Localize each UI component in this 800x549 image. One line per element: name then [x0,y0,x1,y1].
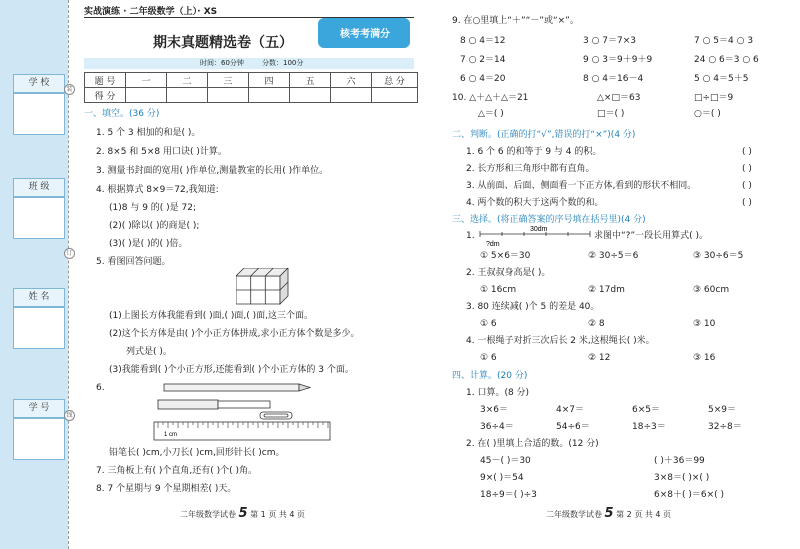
judge-1: 1. 6 个 6 的和等于 9 与 4 的积。 [466,147,602,157]
q9-item: 5 ○ 4＝5＋5 [694,74,749,84]
score-cell: 总 分 [372,73,418,88]
judge-3: 3. 从前面、后面、侧面看一下正方体,看到的形状不相同。 [466,181,697,191]
bind-mark: 线 [64,410,75,421]
judge-4: 4. 两个数的积大于这两个数的和。 [466,198,604,208]
school-field[interactable] [13,93,65,135]
q9-item: 6 ○ 4＝20 [460,74,506,84]
score-input[interactable] [126,88,167,103]
score-cell: 二 [167,73,208,88]
footer-page: 第 2 页 共 4 页 [616,510,672,519]
question-7: 7. 三角板上有( )个直角,还有( )个( )角。 [96,466,257,476]
choice-4: 4. 一根绳子对折三次后长 2 米,这根绳长( )米。 [466,336,655,346]
footer-subject: 二年级数学试卷 [546,510,602,519]
question-4: 4. 根据算式 8×9＝72,我知道: [96,185,219,195]
pencil [164,384,310,391]
question-10-f: ○＝( ) [694,109,721,119]
calc-item: 6×5＝ [632,405,660,415]
series-title: 实战演练 · 二年级数学（上）· XS [84,7,218,17]
calc-item: 32÷8＝ [708,422,742,432]
question-9: 9. 在○里填上“＋”“－”或“×”。 [452,16,579,26]
segment-figure [478,224,593,248]
question-3: 3. 测量书封面的宽用( )作单位,测量教室的长用( )作单位。 [96,166,329,176]
section-judge: 二、判断。(正确的打“√”,错误的打“×”)(4 分) [452,130,636,140]
calc-item: 45－( )＝30 [480,456,531,466]
choice-1: 1. [466,231,475,241]
score-input[interactable] [331,88,372,103]
calc-item: ( )＋36＝99 [654,456,705,466]
calc-item: 54÷6＝ [556,422,590,432]
judge-answer[interactable]: ( ) [742,198,752,208]
bind-mark: 订 [64,248,75,259]
calc-item: 6×8＋( )＝6×( ) [654,490,725,500]
name-label: 姓 名 [13,288,65,307]
choice-option[interactable]: ① 5×6＝30 [480,251,531,261]
q9-item: 7 ○ 5＝4 ○ 3 [694,36,754,46]
info-bar [84,58,414,69]
page-title: 期末真题精选卷（五） [153,35,293,51]
question-6: 6. [96,383,105,393]
choice-option[interactable]: ① 6 [480,353,497,363]
question-10-b: △×□＝63 [597,93,641,103]
score-table [84,72,418,103]
calc-item: 18÷9＝( )÷3 [480,490,537,500]
question-5-formula: 列式是( )。 [126,347,172,357]
badge-text: 核考考满分 [340,29,390,40]
bind-mark: 装 [64,84,75,95]
question-4-3: (3)( )是( )的( )倍。 [109,239,188,249]
score-info: 分数：100分 [262,59,304,67]
score-input[interactable] [208,88,249,103]
choice-2: 2. 王叔叔身高是( )。 [466,268,551,278]
question-8: 8. 7 个星期与 9 个星期相差( )天。 [96,484,237,494]
q9-item: 3 ○ 7＝7×3 [583,36,637,46]
score-cell: 五 [290,73,331,88]
question-5: 5. 看图回答问题。 [96,257,171,267]
score-cell: 得 分 [85,88,126,103]
section-fill-blank: 一、填空。(36 分) [84,109,160,119]
q9-item: 24 ○ 6＝3 ○ 6 [694,55,759,65]
score-cell: 一 [126,73,167,88]
choice-option[interactable]: ③ 10 [693,319,716,329]
footer-page: 第 1 页 共 4 页 [250,510,306,519]
q9-item: 8 ○ 4＝12 [460,36,506,46]
name-field[interactable] [13,307,65,349]
question-10: 10. △＋△＋△＝21 [452,93,529,103]
knife [158,400,270,409]
question-6-answer: 铅笔长( )cm,小刀长( )cm,回形针长( )cm。 [109,448,285,458]
ruler-unit: 1 cm [164,432,178,438]
segment-part-label: ?dm [486,241,500,248]
ruler-figure [150,378,335,444]
section-choice: 三、选择。(将正确答案的序号填在括号里)(4 分) [452,215,646,225]
question-4-1: (1)8 与 9 的( )是 72; [109,203,197,213]
judge-answer[interactable]: ( ) [742,181,752,191]
choice-option[interactable]: ② 8 [588,319,605,329]
binding-line [68,0,69,549]
choice-option[interactable]: ① 16cm [480,285,517,295]
question-5-2: (2)这个长方体是由( )个小正方体拼成,求小正方体个数是多少。 [109,329,360,339]
ruler [154,422,330,440]
class-field[interactable] [13,197,65,239]
choice-3: 3. 80 连续减( )个 5 的差是 40。 [466,302,600,312]
calc-item: 9×( )＝54 [480,473,524,483]
choice-option[interactable]: ③ 60cm [693,285,730,295]
student-id-field[interactable] [13,418,65,460]
calc-item: 4×7＝ [556,405,584,415]
score-cell: 四 [249,73,290,88]
segment-total-label: 30dm [530,226,548,233]
question-5-3: (3)我能看到( )个小正方形,还能看到( )个小正方体的 3 个面。 [109,365,354,375]
question-10-e: □＝( ) [597,109,625,119]
calc-item: 3×8＝( )×( ) [654,473,710,483]
score-cell: 题 号 [85,73,126,88]
school-label: 学 校 [13,74,65,93]
calc-item: 3×6＝ [480,405,508,415]
score-input[interactable] [249,88,290,103]
q9-item: 9 ○ 3＝9＋9＋9 [583,55,653,65]
time-info: 时间：60分钟 [200,59,244,67]
student-id-label: 学 号 [13,399,65,418]
choice-option[interactable]: ② 30÷5＝6 [588,251,639,261]
calc-item: 18÷3＝ [632,422,666,432]
choice-option[interactable]: ③ 16 [693,353,716,363]
footer-right [546,506,671,521]
judge-2: 2. 长方形和三角形中都有直角。 [466,164,595,174]
q9-item: 7 ○ 2＝14 [460,55,506,65]
question-1: 1. 5 个 3 相加的和是( )。 [96,128,201,138]
score-input[interactable] [167,88,208,103]
judge-answer[interactable]: ( ) [742,164,752,174]
choice-1-text: 求图中“?”一段长用算式( )。 [594,231,708,241]
choice-option[interactable]: ① 6 [480,319,497,329]
score-cell: 六 [331,73,372,88]
q9-item: 8 ○ 4＝16－4 [583,74,644,84]
paper-clip [260,412,292,419]
cuboid-figure [236,268,296,306]
choice-option[interactable]: ② 12 [588,353,611,363]
calc-2: 2. 在( )里填上合适的数。(12 分) [466,439,599,449]
choice-option[interactable]: ③ 30÷6＝5 [693,251,744,261]
question-5-1: (1)上图长方体我能看到( )面,( )面,( )面,这三个面。 [109,311,313,321]
score-input[interactable] [372,88,418,103]
question-4-2: (2)( )除以( )的商是( ); [109,221,200,231]
class-label: 班 级 [13,178,65,197]
footer-subject: 二年级数学试卷 [180,510,236,519]
footer-num: 5 [238,506,248,521]
footer-left [180,506,305,521]
calc-item: 36÷4＝ [480,422,514,432]
section-calc: 四、计算。(20 分) [452,371,528,381]
footer-num: 5 [604,506,614,521]
calc-item: 5×9＝ [708,405,736,415]
calc-1: 1. 口算。(8 分) [466,388,530,398]
question-10-c: □÷□＝9 [694,93,734,103]
question-10-d: △＝( ) [478,109,504,119]
score-input[interactable] [290,88,331,103]
choice-option[interactable]: ② 17dm [588,285,625,295]
score-cell: 三 [208,73,249,88]
judge-answer[interactable]: ( ) [742,147,752,157]
question-2: 2. 8×5 和 5×8 用口诀( )计算。 [96,147,227,157]
